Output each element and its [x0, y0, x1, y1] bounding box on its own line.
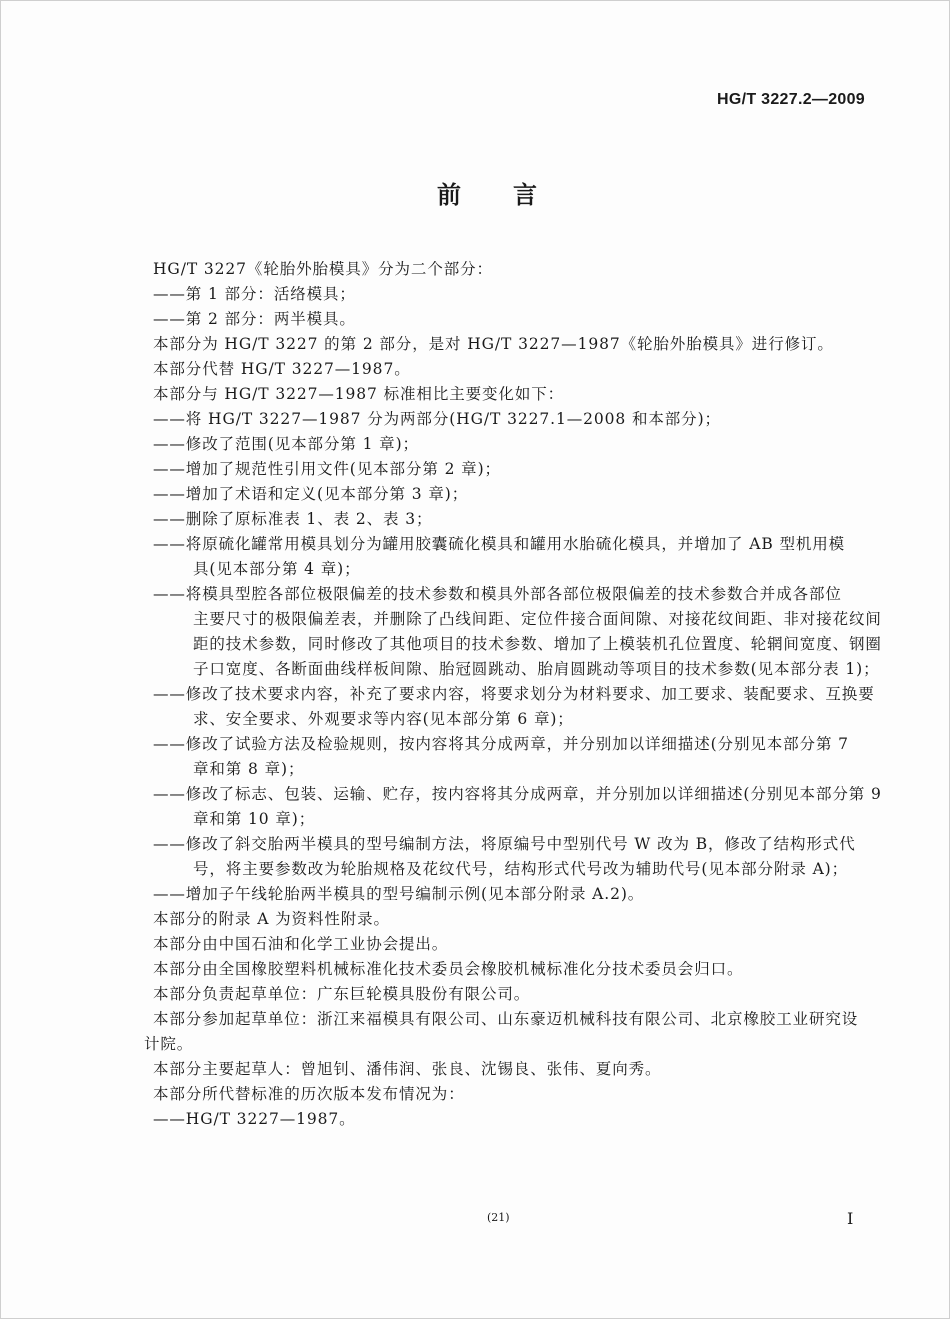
roman-page-number: I [847, 1209, 854, 1228]
list-item-line: ——修改了范围(见本部分第 1 章)； [153, 435, 419, 453]
continuation-line: 章和第 8 章)； [193, 760, 305, 778]
paragraph-line: 本部分由全国橡胶塑料机械标准化技术委员会橡胶机械标准化分技术委员会归口。 [153, 960, 744, 978]
paragraph-line: 本部分的附录 A 为资料性附录。 [153, 910, 390, 928]
list-item-line: ——将原硫化罐常用模具划分为罐用胶囊硫化模具和罐用水胎硫化模具，并增加了 AB 型机用模 [153, 535, 846, 553]
paragraph-line: 本部分负责起草单位：广东巨轮模具股份有限公司。 [153, 985, 531, 1003]
continuation-line: 具(见本部分第 4 章)； [193, 560, 361, 578]
continuation-line: 求、安全要求、外观要求等内容(见本部分第 6 章)； [193, 710, 574, 728]
continuation-line: 号，将主要参数改为轮胎规格及花纹代号，结构形式代号改为辅助代号(见本部分附录 A)； [193, 860, 849, 878]
paragraph-line: 本部分代替 HG/T 3227—1987。 [153, 360, 411, 378]
list-item-line: ——增加了术语和定义(见本部分第 3 章)； [153, 485, 469, 503]
page-number: (21) [487, 1211, 510, 1224]
list-item-line: ——删除了原标准表 1、表 2、表 3； [153, 510, 433, 528]
list-item-line: ——第 2 部分：两半模具。 [153, 310, 356, 328]
list-item-line: ——增加了规范性引用文件(见本部分第 2 章)； [153, 460, 501, 478]
continuation-line: 距的技术参数，同时修改了其他项目的技术参数、增加了上模装机孔位置度、轮辋间宽度、钢圈 [193, 635, 882, 653]
foreword-body [1, 257, 950, 1132]
paragraph-line: 本部分为 HG/T 3227 的第 2 部分，是对 HG/T 3227—1987《轮胎外胎模具》进行修订。 [153, 335, 834, 353]
list-item-line: ——第 1 部分：活络模具； [153, 285, 356, 303]
list-item-line: ——修改了斜交胎两半模具的型号编制方法，将原编号中型别代号 W 改为 B，修改了结构形式代 [153, 835, 856, 853]
paragraph-line: 本部分所代替标准的历次版本发布情况为： [153, 1085, 465, 1103]
paragraph-line: 本部分参加起草单位：浙江来福模具有限公司、山东豪迈机械科技有限公司、北京橡胶工业研究设 [153, 1010, 859, 1028]
paragraph-line: 本部分主要起草人：曾旭钊、潘伟润、张良、沈锡良、张伟、夏向秀。 [153, 1060, 662, 1078]
continuation-line: 章和第 10 章)； [193, 810, 316, 828]
continuation-line: 主要尺寸的极限偏差表，并删除了凸线间距、定位件接合面间隙、对接花纹间距、非对接花纹间 [193, 610, 882, 628]
paragraph-line: 计院。 [144, 1035, 194, 1053]
paragraph-line: 本部分与 HG/T 3227—1987 标准相比主要变化如下： [153, 385, 565, 403]
list-item-line: ——修改了技术要求内容，补充了要求内容，将要求划分为材料要求、加工要求、装配要求、互换要 [153, 685, 875, 703]
list-item-line: ——修改了试验方法及检验规则，按内容将其分成两章，并分别加以详细描述(分别见本部分第 7 [153, 735, 849, 753]
list-item-line: ——增加子午线轮胎两半模具的型号编制示例(见本部分附录 A.2)。 [153, 885, 645, 903]
list-item-line: ——HG/T 3227—1987。 [153, 1110, 356, 1128]
list-item-line: ——修改了标志、包装、运输、贮存，按内容将其分成两章，并分别加以详细描述(分别见本部分第 9 [153, 785, 882, 803]
list-item-line: ——将 HG/T 3227—1987 分为两部分(HG/T 3227.1—2008 和本部分)； [153, 410, 721, 428]
list-item-line: ——将模具型腔各部位极限偏差的技术参数和模具外部各部位极限偏差的技术参数合并成各部位 [153, 585, 842, 603]
paragraph-line: HG/T 3227《轮胎外胎模具》分为二个部分： [153, 260, 493, 278]
standard-number: HG/T 3227.2—2009 [717, 91, 865, 108]
paragraph-line: 本部分由中国石油和化学工业协会提出。 [153, 935, 449, 953]
continuation-line: 子口宽度、各断面曲线样板间隙、胎冠圆跳动、胎肩圆跳动等项目的技术参数(见本部分表 1)； [193, 660, 880, 678]
page-title: 前言 [437, 181, 589, 209]
